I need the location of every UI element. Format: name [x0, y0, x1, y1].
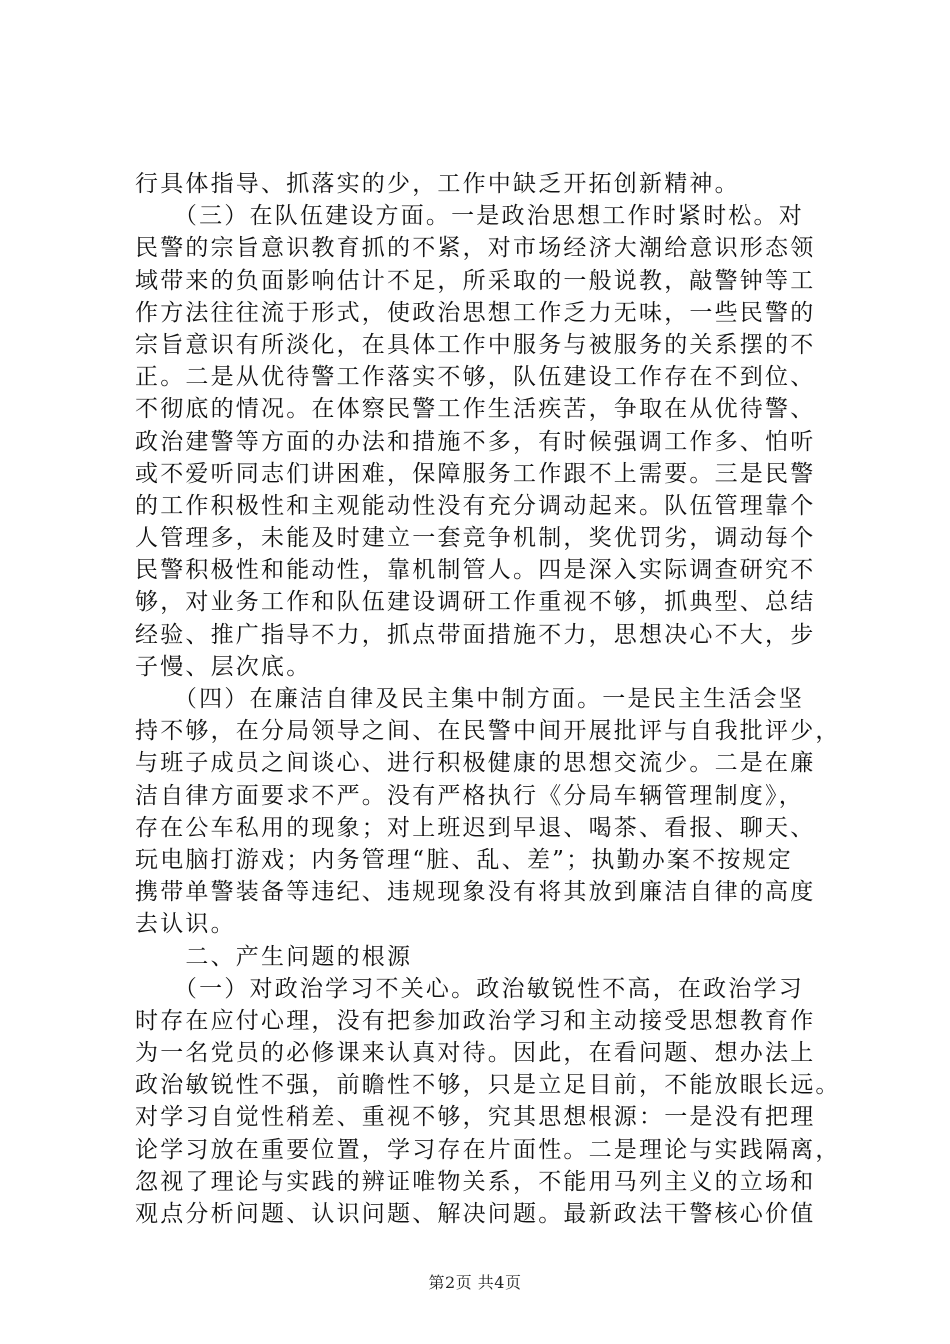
text-line: 子慢、层次底。 [135, 653, 312, 680]
text-line: 去认识。 [135, 911, 236, 938]
text-line: 政治建警等方面的办法和措施不多，有时候强调工作多、怕听 [135, 428, 816, 455]
section-heading: 二、产生问题的根源 [135, 943, 413, 970]
text-line: 正。二是从优待警工作落实不够，队伍建设工作存在不到位、 [135, 364, 816, 391]
text-line: 够，对业务工作和队伍建设调研工作重视不够，抓典型、总结 [135, 589, 816, 616]
text-line: （四）在廉洁自律及民主集中制方面。一是民主生活会坚 [135, 686, 804, 712]
text-line: 民警积极性和能动性，靠机制管人。四是深入实际调查研究不 [135, 557, 816, 584]
text-line: 洁自律方面要求不严。没有严格执行《分局车辆管理制度》， [135, 782, 804, 809]
text-line: 的工作积极性和主观能动性没有充分调动起来。队伍管理靠个 [135, 492, 816, 519]
text-line: 作方法往往流于形式，使政治思想工作乏力无味，一些民警的 [135, 299, 816, 326]
text-line: 宗旨意识有所淡化，在具体工作中服务与被服务的关系摆的不 [135, 331, 816, 358]
text-line: 经验、推广指导不力，抓点带面措施不力，思想决心不大，步 [135, 621, 816, 648]
text-line: 行具体指导、抓落实的少，工作中缺乏开拓创新精神。 [135, 171, 740, 197]
text-line: 对学习自觉性稍差、重视不够，究其思想根源：一是没有把理 [135, 1104, 816, 1131]
text-line: 忽视了理论与实践的辨证唯物关系，不能用马列主义的立场和 [135, 1168, 816, 1195]
text-line: 存在公车私用的现象；对上班迟到早退、喝茶、看报、聊天、 [135, 814, 816, 841]
text-line: 观点分析问题、认识问题、解决问题。最新政法干警核心价值 [135, 1201, 816, 1227]
text-line: 域带来的负面影响估计不足，所采取的一般说教，敲警钟等工 [135, 267, 816, 294]
text-line: （三）在队伍建设方面。一是政治思想工作时紧时松。对 [135, 203, 804, 230]
text-line: 民警的宗旨意识教育抓的不紧，对市场经济大潮给意识形态领 [135, 235, 816, 262]
text-line: 持不够，在分局领导之间、在民警中间开展批评与自我批评少， [135, 718, 841, 745]
text-line: 携带单警装备等违纪、违规现象没有将其放到廉洁自律的高度 [135, 879, 816, 906]
text-line: 或不爱听同志们讲困难，保障服务工作跟不上需要。三是民警 [135, 460, 816, 487]
document-body [135, 168, 841, 1230]
text-line: 不彻底的情况。在体察民警工作生活疾苦，争取在从优待警、 [135, 396, 816, 423]
text-line: 与班子成员之间谈心、进行积极健康的思想交流少。二是在廉 [135, 750, 816, 777]
text-line: 玩电脑打游戏；内务管理“脏、乱、差”；执勤办案不按规定 [135, 846, 793, 873]
text-line: 政治敏锐性不强，前瞻性不够，只是立足目前，不能放眼长远。 [135, 1072, 841, 1099]
page-number-footer: 第2页 共4页 [428, 1273, 522, 1292]
text-line: （一）对政治学习不关心。政治敏锐性不高，在政治学习 [135, 975, 804, 1002]
text-line: 论学习放在重要位置，学习存在片面性。二是理论与实践隔离， [135, 1136, 841, 1163]
text-line: 人管理多，未能及时建立一套竞争机制，奖优罚劣，调动每个 [135, 525, 816, 552]
text-line: 时存在应付心理，没有把参加政治学习和主动接受思想教育作 [135, 1007, 816, 1034]
text-line: 为一名党员的必修课来认真对待。因此，在看问题、想办法上 [135, 1040, 816, 1067]
